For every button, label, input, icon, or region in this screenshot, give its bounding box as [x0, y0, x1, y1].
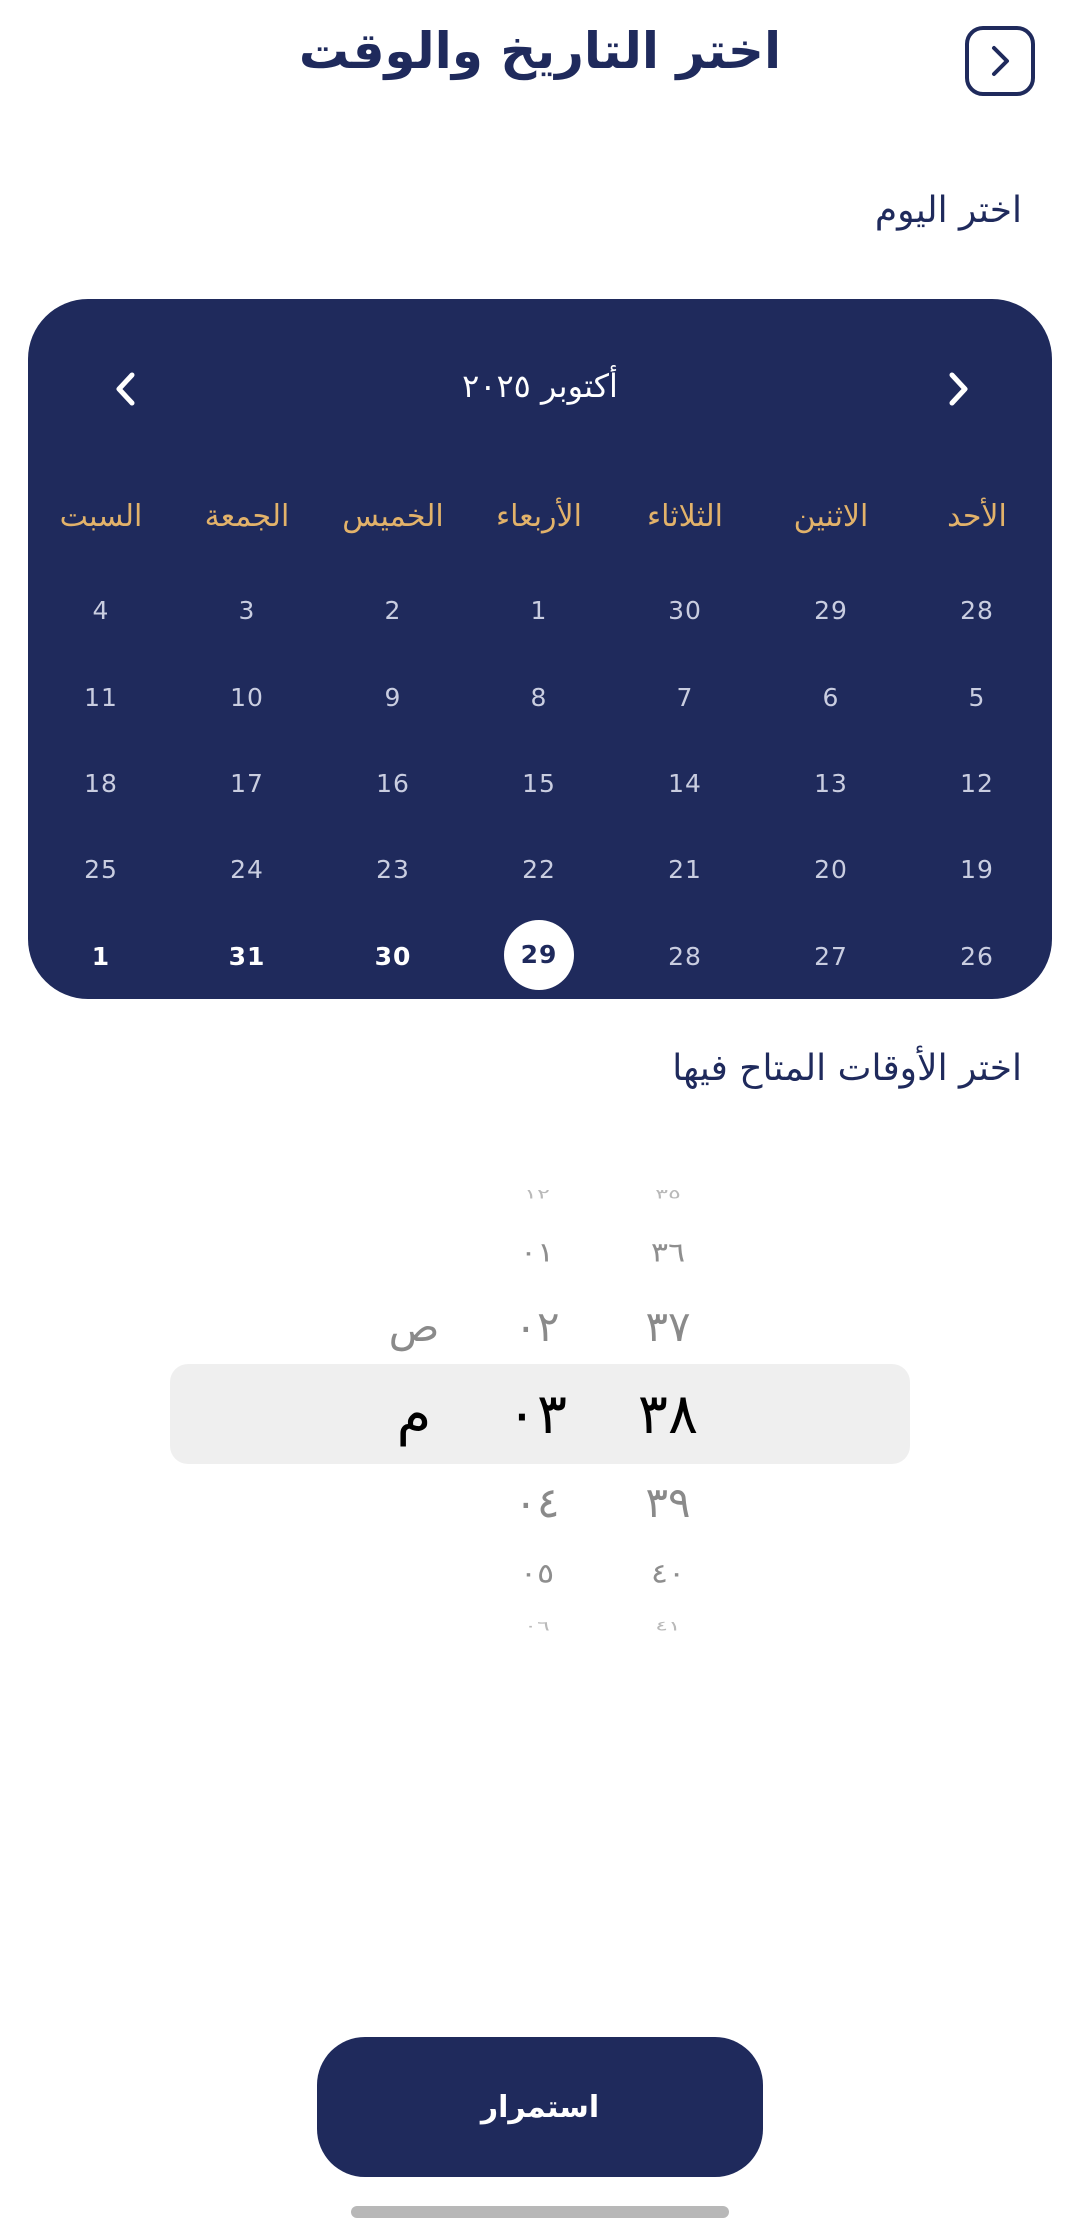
hour-option[interactable]: ٠٢	[514, 1302, 560, 1351]
calendar-day[interactable]: 28	[960, 596, 994, 625]
minute-option[interactable]: ٣٥	[655, 1186, 681, 1202]
calendar-day[interactable]: 1	[91, 942, 111, 971]
choose-time-label: اختر الأوقات المتاح فيها	[672, 1048, 1022, 1089]
calendar-day[interactable]: 8	[530, 683, 548, 712]
calendar-day[interactable]: 31	[228, 942, 266, 971]
calendar-day[interactable]: 19	[960, 855, 994, 884]
period-option[interactable]: ص	[388, 1302, 440, 1351]
weekday-header: الأحد	[947, 499, 1007, 534]
chevron-right-icon	[944, 369, 974, 409]
weekday-header: الاثنين	[793, 499, 869, 534]
calendar-day[interactable]: 13	[814, 769, 848, 798]
calendar-day[interactable]: 20	[814, 855, 848, 884]
calendar-day[interactable]: 24	[230, 855, 264, 884]
calendar-day[interactable]: 11	[84, 683, 118, 712]
weekday-header: الأربعاء	[495, 499, 582, 534]
hour-option[interactable]: ١٢	[524, 1186, 550, 1202]
calendar-day[interactable]: 16	[376, 769, 410, 798]
calendar-day[interactable]: 29	[814, 596, 848, 625]
hour-option[interactable]: ٠٤	[514, 1478, 560, 1527]
calendar-day[interactable]: 25	[84, 855, 118, 884]
calendar-day[interactable]: 18	[84, 769, 118, 798]
calendar-day[interactable]: 28	[668, 942, 702, 971]
calendar-month-title: أكتوبر ٢٠٢٥	[462, 367, 618, 405]
calendar-day[interactable]: 7	[676, 683, 694, 712]
calendar-day[interactable]: 4	[92, 596, 110, 625]
calendar-day[interactable]: 9	[384, 683, 402, 712]
period-option[interactable]: م	[396, 1382, 432, 1447]
calendar-day[interactable]: 22	[522, 855, 556, 884]
calendar-day[interactable]: 6	[822, 683, 840, 712]
calendar-day[interactable]: 30	[374, 942, 412, 971]
calendar-day[interactable]: 21	[668, 855, 702, 884]
calendar-day[interactable]: 17	[230, 769, 264, 798]
page-title: اختر التاريخ والوقت	[298, 22, 782, 80]
hour-option[interactable]: ٠٦	[524, 1618, 550, 1634]
calendar-day[interactable]: 27	[814, 942, 848, 971]
calendar-day[interactable]: 2	[384, 596, 402, 625]
weekday-header: الثلاثاء	[646, 499, 724, 534]
calendar-day[interactable]: 5	[968, 683, 986, 712]
time-picker[interactable]	[0, 1160, 1080, 1680]
calendar	[28, 299, 1052, 999]
home-indicator	[351, 2206, 729, 2218]
calendar-day[interactable]: 30	[668, 596, 702, 625]
calendar-day[interactable]: 26	[960, 942, 994, 971]
minute-option[interactable]: ٣٦	[650, 1235, 686, 1269]
minute-option[interactable]: ٣٨	[637, 1382, 699, 1447]
weekday-header: السبت	[59, 499, 143, 534]
calendar-day[interactable]: 10	[230, 683, 264, 712]
minute-option[interactable]: ٣٧	[645, 1302, 691, 1351]
weekday-header: الخميس	[342, 499, 444, 534]
choose-day-label: اختر اليوم	[874, 190, 1022, 231]
hour-option[interactable]: ٠٥	[519, 1556, 555, 1590]
chevron-right-icon	[985, 44, 1015, 78]
minute-option[interactable]: ٣٩	[645, 1478, 691, 1527]
next-month-button[interactable]	[934, 361, 984, 417]
minute-option[interactable]: ٤١	[655, 1618, 681, 1634]
hour-option[interactable]: ٠٣	[506, 1382, 568, 1447]
calendar-day[interactable]: 12	[960, 769, 994, 798]
calendar-day[interactable]: 23	[376, 855, 410, 884]
calendar-day[interactable]: 14	[668, 769, 702, 798]
calendar-day[interactable]: 29	[466, 920, 612, 990]
back-button[interactable]	[965, 26, 1035, 96]
calendar-day[interactable]: 15	[522, 769, 556, 798]
weekday-header: الجمعة	[204, 499, 290, 534]
calendar-day[interactable]: 3	[238, 596, 256, 625]
minute-option[interactable]: ٤٠	[650, 1556, 686, 1590]
continue-button[interactable]: استمرار	[317, 2037, 763, 2177]
calendar-day[interactable]: 1	[530, 596, 548, 625]
hour-option[interactable]: ٠١	[519, 1235, 555, 1269]
